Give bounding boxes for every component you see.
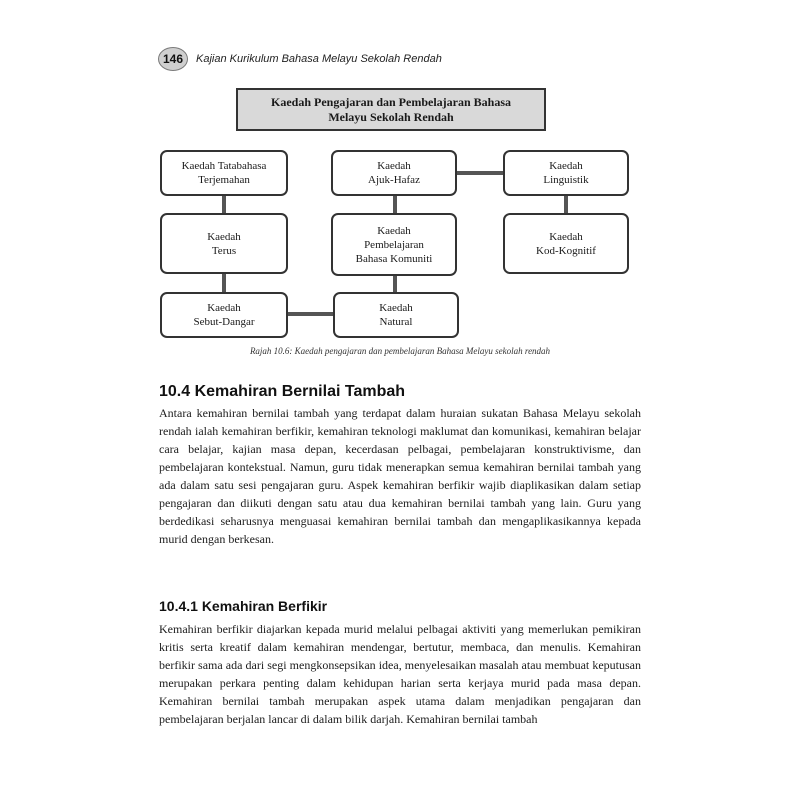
box-terus xyxy=(160,213,288,274)
connector-ajuk-linguistik xyxy=(457,171,503,175)
box-label: Kaedah Pembelajaran Bahasa Komuniti xyxy=(355,224,433,265)
box-label: Kaedah Natural xyxy=(379,302,413,328)
methods-diagram xyxy=(0,0,800,360)
box-label: Kaedah Linguistik xyxy=(543,160,589,186)
diagram-title-box xyxy=(236,88,546,131)
section-paragraph: Antara kemahiran bernilai tambah yang terdapat dalam huraian sukatan Bahasa Melayu sekolah rendah ialah kemahiran berfikir, kemahiran teknologi maklumat dan komunikasi, kemahiran belajar cara belajar, kajian masa depan, kecerdasan pelbagai, pembelajaran konstruktivisme, dan pembelajaran kontekstual. Namun, guru tidak menerapkan semua kemahiran bernilai tambah yang ada dalam satu sesi pengajaran guru. Aspek kemahiran berfikir wajib diaplikasikan dalam setiap pengajaran dan diikuti dengan satu atau dua kemahiran bernilai tambah yang lain. Guru yang berdedikasi seharusnya menguasai kemahiran bernilai tambah dan mengaplikasikannya kepada murid dengan berkesan. xyxy=(159,406,641,546)
diagram-title: Kaedah Pengajaran dan Pembelajaran Bahasa Melayu Sekolah Rendah xyxy=(270,94,511,124)
connector-sebut-natural xyxy=(288,312,333,316)
subsection-heading: 10.4.1 Kemahiran Berfikir xyxy=(159,598,328,614)
connector-terus-sebut xyxy=(222,274,226,292)
box-label: Kaedah Tatabahasa Terjemahan xyxy=(181,160,267,186)
connector-pembelajaran-natural xyxy=(393,276,397,292)
connector-ajuk-pembelajaran xyxy=(393,196,397,213)
box-kod-kognitif xyxy=(503,213,629,274)
box-label: Kaedah Terus xyxy=(207,230,241,257)
box-pembelajaran-bahasa-komuniti xyxy=(331,213,457,276)
box-natural xyxy=(333,292,459,338)
box-label: Kaedah Sebut-Dangar xyxy=(193,302,255,328)
box-tatabahasa-terjemahan xyxy=(160,150,288,196)
box-ajuk-hafaz xyxy=(331,150,457,196)
box-label: Kaedah Ajuk-Hafaz xyxy=(368,160,420,186)
connector-tatabahasa-terus xyxy=(222,196,226,213)
box-sebut-dangar xyxy=(160,292,288,338)
box-linguistik xyxy=(503,150,629,196)
figure-caption: Rajah 10.6: Kaedah pengajaran dan pembelajaran Bahasa Melayu sekolah rendah xyxy=(249,346,551,356)
page-number: 146 xyxy=(162,52,184,66)
connector-linguistik-kod xyxy=(564,196,568,213)
box-label: Kaedah Kod-Kognitif xyxy=(536,230,596,257)
subsection-paragraph: Kemahiran berfikir diajarkan kepada murid melalui pelbagai aktiviti yang memerlukan pemikiran kritis serta kreatif dalam kemahiran mendengar, bertutur, membaca, dan menulis. Kemahiran berfikir sama ada dari segi mengkonsepsikan idea, menyelesaikan masalah atau membuat keputusan merupakan perkara penting dalam kehidupan harian serta kerjaya murid pada masa depan. Kemahiran bernilai tambah merupakan aspek utama dalam menjadikan pengajaran dan pembelajaran berjalan lancar di dalam bilik darjah. Kemahiran bernilai tambah xyxy=(159,622,641,726)
section-heading: 10.4 Kemahiran Bernilai Tambah xyxy=(159,383,406,400)
running-title: Kajian Kurikulum Bahasa Melayu Sekolah Rendah xyxy=(196,53,442,65)
